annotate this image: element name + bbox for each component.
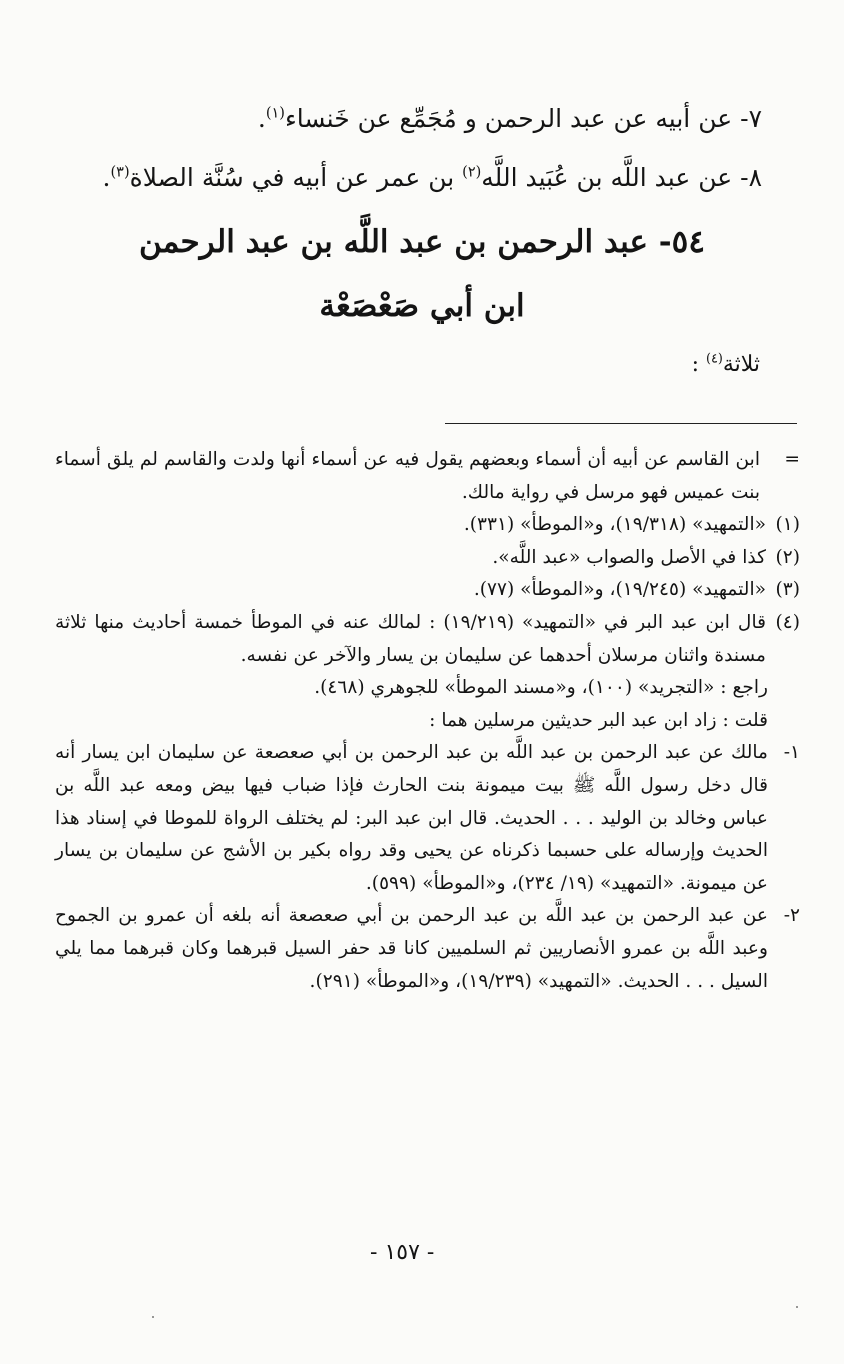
item-marker: ٢- <box>783 905 800 927</box>
footnote-1 <box>55 509 800 542</box>
line-text: عن عبد اللَّه بن عُبَيد اللَّه <box>481 163 733 192</box>
count-colon: : <box>691 352 706 377</box>
continuation-marker: = <box>784 449 800 470</box>
footnote-marker: (٣) <box>775 579 800 601</box>
line-end: . <box>102 163 111 192</box>
footnote-3 <box>55 574 800 607</box>
text-line-8 <box>102 163 762 192</box>
footnote-continuation <box>55 444 800 509</box>
footnote-marker: (١) <box>775 514 800 536</box>
footnote-text: ابن القاسم عن أبيه أن أسماء وبعضهم يقول فيه عن أسماء أنها ولدت والقاسم لم يلق أسماء بنت عميس فهو مرسل في رواية مالك. <box>55 449 760 503</box>
footnote-ref[interactable]: (٣) <box>110 164 130 181</box>
footnote-4-item-1 <box>55 737 800 900</box>
line-text-continued: بن عمر عن أبيه في سُنَّة الصلاة <box>129 163 463 192</box>
footnote-text: قال ابن عبد البر في «التمهيد» (١٩/٢١٩) : لمالك عنه في الموطأ خمسة أحاديث منها ثلاثة مسندة واثنان مرسلان أحدهما عن سليمان بن يسار والآخر عن نفسه. <box>55 611 766 666</box>
footnote-text: «التمهيد» (١٩/٣١٨)، و«الموطأ» (٣٣١). <box>463 514 766 536</box>
footnote-ref[interactable]: (٤) <box>706 351 723 367</box>
line-text: عن أبيه عن عبد الرحمن و مُجَمِّع عن خَنساء <box>284 104 733 133</box>
line-number: ٨- <box>740 163 762 192</box>
footnote-4-note: قلت : زاد ابن عبد البر حديثين مرسلين هما : <box>429 709 768 731</box>
footnote-text: كذا في الأصل والصواب «عبد اللَّه». <box>492 546 766 568</box>
count-text: ثلاثة <box>722 352 760 377</box>
footnote-marker: (٤) <box>775 611 800 633</box>
line-number: ٧- <box>740 104 762 133</box>
footnote-ref[interactable]: (١) <box>265 105 285 122</box>
item-text: عن عبد الرحمن بن عبد اللَّه بن عبد الرحمن بن أبي صعصعة أنه بلغه أن عمرو بن الجموح وعبد اللَّه بن عمرو الأنصاريين ثم السلميين كانا قد حفر السيل قبرهما وكان قبرهما مما يلي السيل . . . الحديث. «التمهيد» (١٩/٢٣٩)، و«الموطأ» (٢٩١). <box>55 905 768 992</box>
section-heading: ٥٤- عبد الرحمن بن عبد اللَّه بن عبد الرحمن <box>139 224 705 260</box>
page-number: - ١٥٧ - <box>370 1240 435 1265</box>
item-text: مالك عن عبد الرحمن بن عبد اللَّه بن عبد الرحمن بن أبي صعصعة عن سليمان ابن يسار أنه قال دخل رسول اللَّه ﷺ بيت ميمونة بنت الحارث فإذا ضباب فيها بيض ومعه عبد اللَّه بن عباس وخالد بن الوليد . . . الحديث. قال ابن عبد البر: لم يختلف الرواة للموطا في إسناد هذا الحديث وإرساله على حسبما ذكرناه عن يحيى وقد رواه بكير بن الأشج عن سليمان بن يسار عن ميمونة. «التمهيد» (١٩/ ٢٣٤)، و«الموطأ» (٥٩٩). <box>55 742 768 894</box>
section-heading-continued: ابن أبي صَعْصَعْة <box>319 288 525 324</box>
footnotes <box>55 444 800 998</box>
footnote-4 <box>55 607 800 672</box>
line-end: . <box>257 104 266 133</box>
scan-speck <box>152 1316 154 1318</box>
footnote-4-reference: راجع : «التجريد» (١٠٠)، و«مسند الموطأ» للجوهري (٤٦٨). <box>314 677 768 699</box>
footnote-2 <box>55 542 800 575</box>
footnote-separator <box>445 423 797 424</box>
text-line-7 <box>112 104 762 133</box>
footnote-ref[interactable]: (٢) <box>462 164 482 181</box>
item-marker: ١- <box>783 742 800 764</box>
footnote-4-item-2 <box>55 900 800 998</box>
count-label <box>692 352 760 377</box>
footnote-marker: (٢) <box>775 546 800 568</box>
scan-speck <box>796 1306 798 1308</box>
footnote-text: «التمهيد» (١٩/٢٤٥)، و«الموطأ» (٧٧). <box>473 579 766 601</box>
